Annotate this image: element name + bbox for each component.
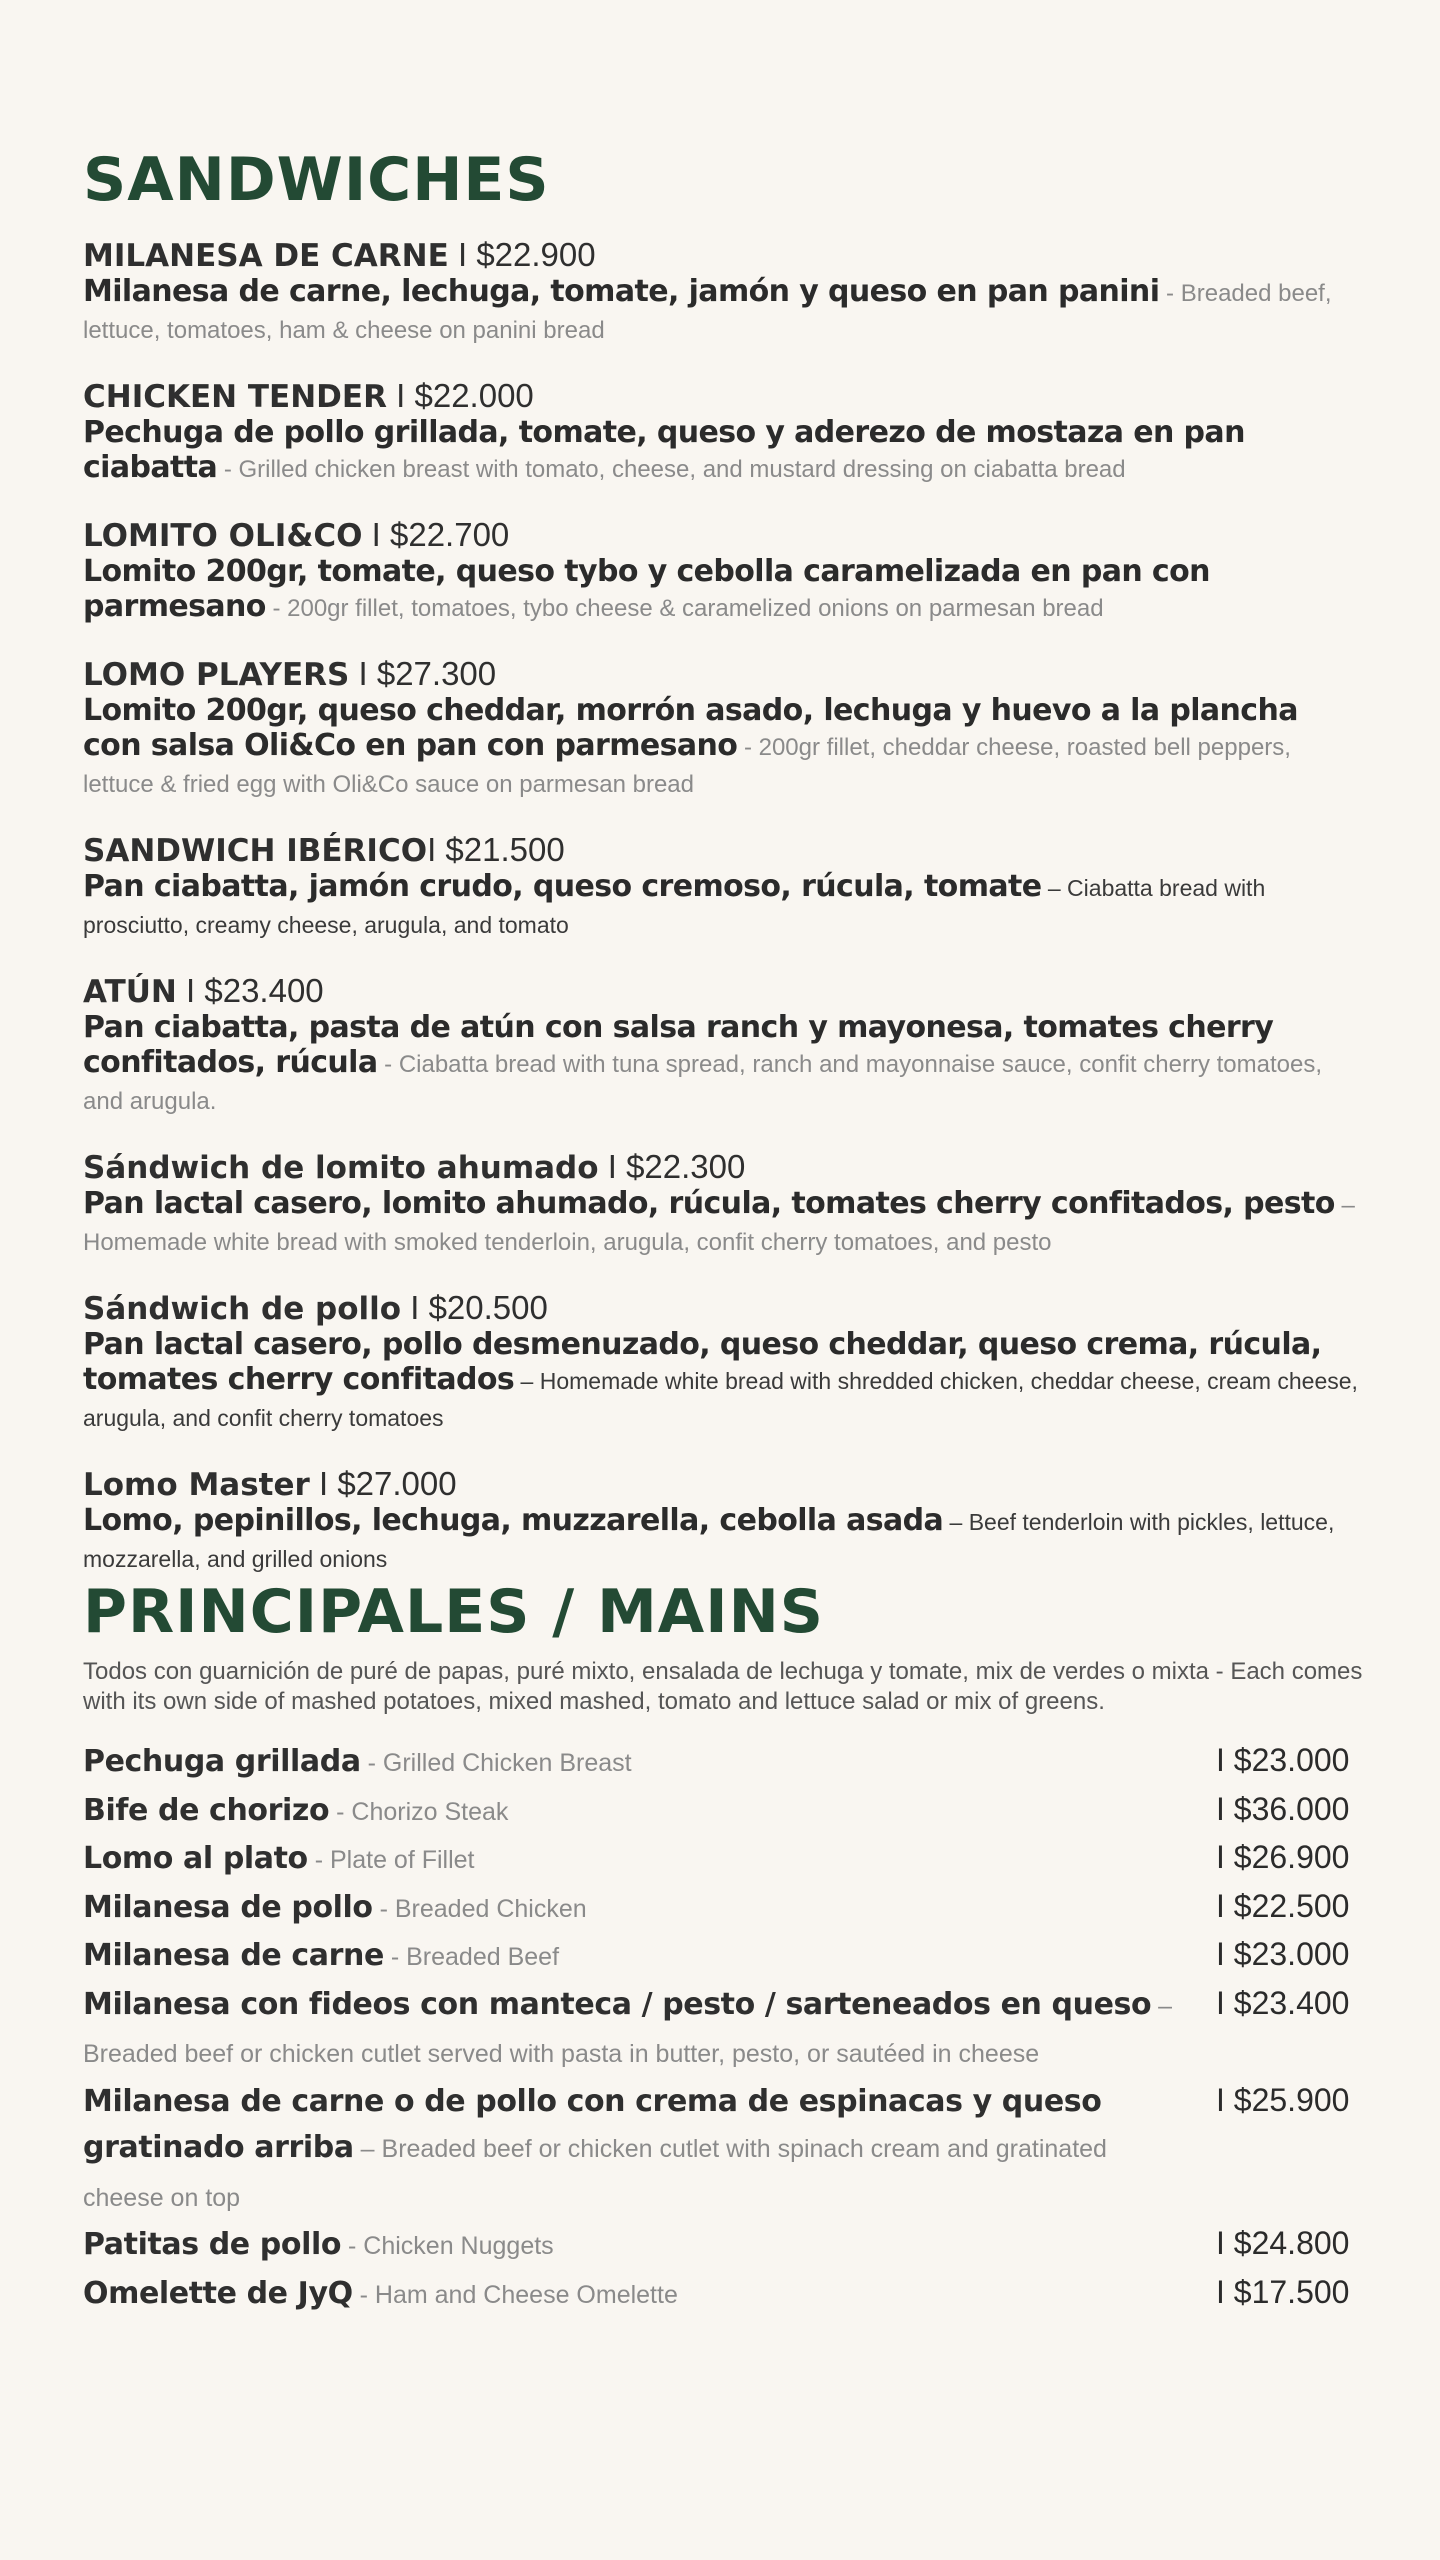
item-name-line (83, 517, 1363, 554)
menu-item (83, 832, 1363, 943)
item-separator: I (401, 1289, 429, 1326)
main-name-spanish: Omelette de JyQ (83, 2275, 353, 2311)
item-separator: I (386, 377, 415, 414)
main-name-english: - Chorizo Steak (329, 1797, 509, 1826)
description-spanish: Lomito 200gr, queso cheddar, morrón asado, lechuga y huevo a la plancha con salsa Oli&Co en pan con parmesano (83, 693, 1298, 763)
description-english: - Ciabatta bread with tuna spread, ranch and mayonnaise sauce, confit cherry tomatoes, and arugula. (83, 1051, 1323, 1115)
main-item (83, 1884, 1363, 1933)
main-item-text (83, 2221, 1193, 2270)
item-description (83, 415, 1363, 487)
main-name-english: – Breaded beef or chicken cutlet served with pasta in butter, pesto, or sautéed in cheese (83, 1991, 1173, 2068)
description-english: – Homemade white bread with shredded chicken, cheddar cheese, cream cheese, arugula, and confit cherry tomatoes (83, 1368, 1358, 1431)
menu-item (83, 656, 1363, 802)
description-spanish: Pechuga de pollo grillada, tomate, queso y aderezo de mostaza en pan ciabatta (83, 415, 1245, 485)
item-name: LOMITO OLI&CO (83, 518, 363, 554)
item-price: $22.000 (414, 377, 534, 414)
item-price: $22.300 (626, 1148, 746, 1185)
item-name: Sándwich de pollo (83, 1291, 402, 1327)
description-english: – Beef tenderloin with pickles, lettuce, mozzarella, and grilled onions (83, 1509, 1335, 1572)
menu-item (83, 517, 1363, 626)
item-name: ATÚN (83, 974, 177, 1010)
item-name-line (83, 973, 1363, 1010)
menu-item (83, 1149, 1363, 1260)
main-name-english: – Breaded beef or chicken cutlet with spinach cream and gratinated cheese on top (83, 2135, 1107, 2212)
item-name: LOMO PLAYERS (83, 657, 350, 693)
main-item-price: I $22.500 (1216, 1887, 1350, 1924)
item-separator: I (598, 1148, 627, 1185)
main-name-english: - Breaded Chicken (372, 1894, 587, 1923)
section-title-mains: PRINCIPALES / MAINS (83, 1577, 824, 1647)
menu-item (83, 1466, 1363, 1577)
main-item-text (83, 1981, 1193, 2078)
description-spanish: Lomito 200gr, tomate, queso tybo y cebolla caramelizada en pan con parmesano (83, 554, 1210, 624)
item-price: $22.700 (389, 516, 510, 553)
main-item (83, 2078, 1363, 2222)
menu-item (83, 1290, 1363, 1436)
item-separator: I (427, 831, 446, 868)
item-separator: I (362, 516, 390, 553)
menu-item (83, 973, 1363, 1119)
description-english: - 200gr fillet, tomatoes, tybo cheese & caramelized onions on parmesan bread (265, 595, 1104, 622)
description-english: – Homemade white bread with smoked tenderloin, arugula, confit cherry tomatoes, and pesto (83, 1192, 1355, 1256)
main-name-spanish: Milanesa con fideos con manteca / pesto / sarteneados en queso (83, 1986, 1152, 2022)
main-name-spanish: Bife de chorizo (83, 1792, 330, 1828)
item-name-line (83, 378, 1363, 415)
description-spanish: Pan ciabatta, jamón crudo, queso cremoso, rúcula, tomate (83, 869, 1042, 904)
item-name: CHICKEN TENDER (83, 379, 387, 415)
item-description (83, 1327, 1363, 1436)
main-name-spanish: Milanesa de carne o de pollo con crema de espinacas y queso gratinado arriba (83, 2083, 1102, 2165)
main-item-price: I $24.800 (1216, 2225, 1350, 2261)
item-description (83, 1186, 1363, 1260)
description-spanish: Pan ciabatta, pasta de atún con salsa ranch y mayonesa, tomates cherry confitados, rúcula (83, 1010, 1274, 1080)
item-separator: I (309, 1465, 338, 1502)
main-item (83, 1787, 1363, 1836)
description-spanish: Milanesa de carne, lechuga, tomate, jamón y queso en pan panini (83, 274, 1160, 309)
main-name-english: - Plate of Fillet (307, 1846, 475, 1874)
section-title-sandwiches: SANDWICHES (83, 145, 550, 215)
main-item-price: I $23.000 (1216, 1742, 1350, 1778)
main-name-english: - Grilled Chicken Breast (360, 1749, 632, 1777)
item-description (83, 1010, 1363, 1119)
main-item-text (83, 1932, 1193, 1981)
description-spanish: Pan lactal casero, pollo desmenuzado, queso cheddar, queso crema, rúcula, tomates cherry confitados (83, 1327, 1322, 1397)
mains-list (83, 1738, 1363, 2318)
item-separator: I (448, 236, 477, 273)
item-name: MILANESA DE CARNE (83, 238, 449, 274)
menu-item (83, 378, 1363, 487)
item-name: Lomo Master (83, 1467, 310, 1503)
item-name-line (83, 237, 1363, 274)
item-description (83, 1503, 1363, 1577)
description-spanish: Lomo, pepinillos, lechuga, muzzarella, cebolla asada (83, 1503, 944, 1538)
main-item-text (83, 2270, 1193, 2319)
main-item (83, 1738, 1363, 1787)
item-name-line (83, 832, 1363, 869)
description-english: - 200gr fillet, cheddar cheese, roasted bell peppers, lettuce & fried egg with Oli&Co sauce on parmesan bread (83, 734, 1291, 798)
menu-item (83, 237, 1363, 348)
main-item-price: I $23.400 (1216, 1984, 1350, 2021)
main-item-price: I $25.900 (1216, 2081, 1350, 2118)
item-name: Sándwich de lomito ahumado (83, 1150, 599, 1186)
main-item-text (83, 1884, 1193, 1933)
main-item-text (83, 1738, 1193, 1787)
item-description (83, 693, 1363, 802)
item-name: SANDWICH IBÉRICO (83, 833, 428, 869)
item-description (83, 274, 1363, 348)
main-name-spanish: Pechuga grillada (83, 1744, 361, 1779)
main-item-text (83, 1835, 1193, 1884)
item-name-line (83, 1149, 1363, 1186)
item-price: $23.400 (204, 972, 324, 1009)
item-price: $20.500 (428, 1289, 548, 1326)
main-name-spanish: Milanesa de pollo (83, 1889, 373, 1925)
item-name-line (83, 656, 1363, 693)
main-name-spanish: Patitas de pollo (83, 2227, 342, 2262)
main-item-price: I $23.000 (1216, 1936, 1350, 1972)
main-name-spanish: Lomo al plato (83, 1841, 308, 1876)
main-name-english: - Ham and Cheese Omelette (352, 2280, 678, 2309)
description-spanish: Pan lactal casero, lomito ahumado, rúcula, tomates cherry confitados, pesto (83, 1186, 1335, 1221)
main-item (83, 2221, 1363, 2270)
item-separator: I (176, 972, 205, 1009)
main-item-text (83, 1787, 1193, 1836)
main-item (83, 2270, 1363, 2319)
item-description (83, 554, 1363, 626)
main-item (83, 1932, 1363, 1981)
sandwich-list (83, 237, 1363, 1607)
main-name-english: - Chicken Nuggets (341, 2232, 554, 2260)
mains-side-note: Todos con guarnición de puré de papas, puré mixto, ensalada de lechuga y tomate, mix de verdes o mixta - Each comes with its own side of mashed potatoes, mixed mashed, tomato and lettuce salad or mix of greens. (83, 1658, 1363, 1715)
item-name-line (83, 1290, 1363, 1327)
description-english: - Grilled chicken breast with tomato, cheese, and mustard dressing on ciabatta bread (217, 456, 1126, 483)
item-price: $27.000 (337, 1465, 457, 1502)
main-name-spanish: Milanesa de carne (83, 1938, 384, 1973)
item-price: $27.300 (376, 655, 497, 692)
main-item-price: I $17.500 (1216, 2273, 1350, 2310)
main-item-price: I $36.000 (1216, 1790, 1350, 1827)
main-item (83, 1981, 1363, 2078)
main-item (83, 1835, 1363, 1884)
main-name-english: - Breaded Beef (383, 1943, 560, 1971)
main-item-text (83, 2078, 1193, 2222)
item-name-line (83, 1466, 1363, 1503)
item-separator: I (349, 655, 377, 692)
item-description (83, 869, 1363, 943)
description-english: – Ciabatta bread with prosciutto, creamy cheese, arugula, and tomato (83, 875, 1266, 938)
item-price: $22.900 (476, 236, 596, 273)
main-item-price: I $26.900 (1216, 1839, 1350, 1875)
item-price: $21.500 (445, 831, 565, 868)
description-english: - Breaded beef, lettuce, tomatoes, ham & cheese on panini bread (83, 280, 1332, 344)
